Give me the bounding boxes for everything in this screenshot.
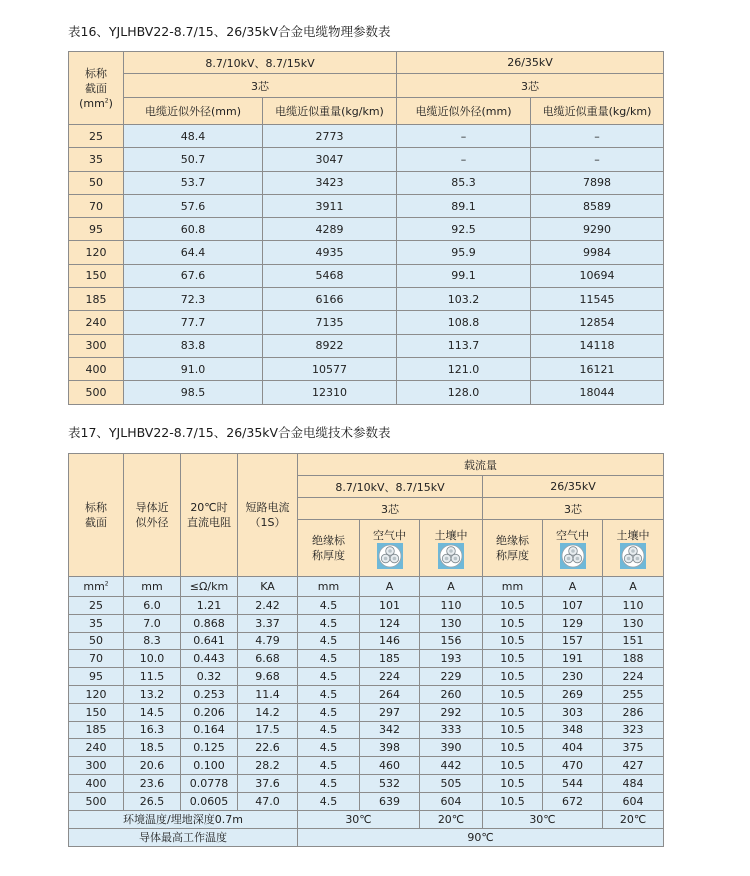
section-cell: 500: [69, 381, 124, 404]
value-cell: 333: [420, 721, 483, 739]
env-air1: 30℃: [298, 810, 420, 828]
value-cell: 6.68: [238, 650, 298, 668]
table-row: [69, 288, 664, 311]
table17-insulation2-header: 绝缘标 称厚度: [483, 520, 543, 577]
value-cell: 375: [603, 739, 664, 757]
table17-core2-header: 3芯: [483, 498, 664, 520]
value-cell: 103.2: [397, 288, 531, 311]
value-cell: 121.0: [397, 357, 531, 380]
value-cell: 157: [543, 632, 603, 650]
value-cell: 10.5: [483, 685, 543, 703]
section-cell: 95: [69, 218, 124, 241]
value-cell: 224: [360, 668, 420, 686]
value-cell: 4.5: [298, 685, 360, 703]
unit-cell: ≤Ω/km: [181, 577, 238, 597]
unit-cell: A: [543, 577, 603, 597]
value-cell: 47.0: [238, 792, 298, 810]
value-cell: 89.1: [397, 194, 531, 217]
value-cell: 10.5: [483, 792, 543, 810]
value-cell: 3047: [263, 148, 397, 171]
unit-cell: KA: [238, 577, 298, 597]
table17-units-row: [69, 577, 664, 597]
value-cell: 110: [603, 597, 664, 615]
unit-cell: A: [603, 577, 664, 597]
value-cell: 442: [420, 757, 483, 775]
three-core-cable-in-soil-icon: [620, 543, 646, 569]
value-cell: 5468: [263, 264, 397, 287]
value-cell: 460: [360, 757, 420, 775]
env-soil1: 20℃: [420, 810, 483, 828]
value-cell: 6166: [263, 288, 397, 311]
table-row: [69, 334, 664, 357]
value-cell: 16121: [531, 357, 664, 380]
value-cell: 4.5: [298, 703, 360, 721]
value-cell: 398: [360, 739, 420, 757]
table17-max-temp-row: [69, 828, 664, 846]
value-cell: 9.68: [238, 668, 298, 686]
value-cell: 50.7: [124, 148, 263, 171]
value-cell: 10.5: [483, 757, 543, 775]
value-cell: 4.5: [298, 597, 360, 615]
value-cell: 230: [543, 668, 603, 686]
table16-core2-header: 3芯: [397, 74, 664, 98]
table17-ampacity-header: 载流量: [298, 454, 664, 476]
value-cell: 11.4: [238, 685, 298, 703]
table16-core1-header: 3芯: [124, 74, 397, 98]
table-row: [69, 125, 664, 148]
value-cell: 1.21: [181, 597, 238, 615]
value-cell: 17.5: [238, 721, 298, 739]
value-cell: 11545: [531, 288, 664, 311]
value-cell: 3.37: [238, 614, 298, 632]
unit-cell: mm: [298, 577, 360, 597]
value-cell: 10.5: [483, 597, 543, 615]
value-cell: 188: [603, 650, 664, 668]
value-cell: 390: [420, 739, 483, 757]
value-cell: 101: [360, 597, 420, 615]
table16-section-header: 标称 截面 $(mm^2)$: [69, 52, 124, 125]
table17-resistance-header: 20℃时 直流电阻: [181, 454, 238, 577]
section-cell: 150: [69, 703, 124, 721]
table-row: [69, 381, 664, 404]
table-row: [69, 597, 664, 615]
table17-caption: 表17、YJLHBV22-8.7/15、26/35kV合金电缆技术参数表: [68, 425, 391, 440]
value-cell: 9290: [531, 218, 664, 241]
value-cell: 4.5: [298, 668, 360, 686]
value-cell: 672: [543, 792, 603, 810]
value-cell: 3423: [263, 171, 397, 194]
value-cell: 2.42: [238, 597, 298, 615]
section-cell: 25: [69, 597, 124, 615]
value-cell: 14118: [531, 334, 664, 357]
table17-diameter-header: 导体近 似外径: [124, 454, 181, 577]
section-cell: 120: [69, 685, 124, 703]
value-cell: 4.5: [298, 739, 360, 757]
section-cell: 300: [69, 757, 124, 775]
value-cell: 10694: [531, 264, 664, 287]
value-cell: 91.0: [124, 357, 263, 380]
value-cell: 10.5: [483, 774, 543, 792]
value-cell: 0.164: [181, 721, 238, 739]
value-cell: 129: [543, 614, 603, 632]
value-cell: 4.79: [238, 632, 298, 650]
value-cell: –: [531, 148, 664, 171]
table17-insulation1-header: 绝缘标 称厚度: [298, 520, 360, 577]
three-core-cable-in-soil-icon: [438, 543, 464, 569]
value-cell: 532: [360, 774, 420, 792]
value-cell: 470: [543, 757, 603, 775]
value-cell: 427: [603, 757, 664, 775]
table-row: [69, 357, 664, 380]
table17-soil1-header: 土壤中: [420, 520, 483, 577]
value-cell: 124: [360, 614, 420, 632]
value-cell: 4.5: [298, 792, 360, 810]
three-core-cable-in-air-icon: [377, 543, 403, 569]
value-cell: 0.0605: [181, 792, 238, 810]
section-cell: 400: [69, 357, 124, 380]
value-cell: 10.5: [483, 739, 543, 757]
value-cell: 6.0: [124, 597, 181, 615]
value-cell: 297: [360, 703, 420, 721]
value-cell: 28.2: [238, 757, 298, 775]
section-cell: 240: [69, 311, 124, 334]
value-cell: 22.6: [238, 739, 298, 757]
table-row: [69, 218, 664, 241]
value-cell: 146: [360, 632, 420, 650]
table17-env-row: [69, 810, 664, 828]
section-cell: 25: [69, 125, 124, 148]
section-cell: 185: [69, 721, 124, 739]
value-cell: 0.125: [181, 739, 238, 757]
value-cell: 12854: [531, 311, 664, 334]
value-cell: 0.0778: [181, 774, 238, 792]
section-cell: 400: [69, 774, 124, 792]
value-cell: –: [397, 148, 531, 171]
value-cell: 67.6: [124, 264, 263, 287]
table17-soil2-header: 土壤中: [603, 520, 664, 577]
value-cell: 57.6: [124, 194, 263, 217]
value-cell: 95.9: [397, 241, 531, 264]
value-cell: 0.206: [181, 703, 238, 721]
value-cell: 10.5: [483, 632, 543, 650]
table16-col-wt2: 电缆近似重量(kg/km): [531, 98, 664, 125]
section-cell: 500: [69, 792, 124, 810]
unit-cell: A: [420, 577, 483, 597]
value-cell: 8.3: [124, 632, 181, 650]
value-cell: 11.5: [124, 668, 181, 686]
value-cell: 269: [543, 685, 603, 703]
table17-technical-params: [68, 453, 664, 847]
env-label: 环境温度/埋地深度0.7m: [69, 810, 298, 828]
table16-col-dia1: 电缆近似外径(mm): [124, 98, 263, 125]
value-cell: 12310: [263, 381, 397, 404]
value-cell: 2773: [263, 125, 397, 148]
section-cell: 240: [69, 739, 124, 757]
table17-short-circuit-header: 短路电流 （1S）: [238, 454, 298, 577]
value-cell: 77.7: [124, 311, 263, 334]
value-cell: 4289: [263, 218, 397, 241]
table16-body: [69, 125, 664, 405]
section-cell: 185: [69, 288, 124, 311]
value-cell: 260: [420, 685, 483, 703]
table-row: [69, 171, 664, 194]
value-cell: 255: [603, 685, 664, 703]
value-cell: 128.0: [397, 381, 531, 404]
env-soil2: 20℃: [603, 810, 664, 828]
value-cell: 83.8: [124, 334, 263, 357]
value-cell: 18044: [531, 381, 664, 404]
value-cell: 20.6: [124, 757, 181, 775]
table17-group1-header: 8.7/10kV、8.7/15kV: [298, 476, 483, 498]
table16-group1-header: 8.7/10kV、8.7/15kV: [124, 52, 397, 74]
value-cell: 264: [360, 685, 420, 703]
value-cell: 7898: [531, 171, 664, 194]
section-cell: 35: [69, 614, 124, 632]
section-cell: 120: [69, 241, 124, 264]
table-row: [69, 792, 664, 810]
table-row: [69, 241, 664, 264]
table16-physical-params: [68, 51, 664, 405]
table16-caption: 表16、YJLHBV22-8.7/15、26/35kV合金电缆物理参数表: [68, 24, 391, 39]
table17-air2-header: 空气中: [543, 520, 603, 577]
table17-air1-header: 空气中: [360, 520, 420, 577]
value-cell: 4.5: [298, 721, 360, 739]
value-cell: 639: [360, 792, 420, 810]
value-cell: 7135: [263, 311, 397, 334]
table-row: [69, 264, 664, 287]
section-cell: 70: [69, 194, 124, 217]
table-row: [69, 685, 664, 703]
value-cell: 9984: [531, 241, 664, 264]
value-cell: 10.0: [124, 650, 181, 668]
value-cell: 8922: [263, 334, 397, 357]
value-cell: 544: [543, 774, 603, 792]
value-cell: 37.6: [238, 774, 298, 792]
value-cell: 0.868: [181, 614, 238, 632]
value-cell: 107: [543, 597, 603, 615]
value-cell: 92.5: [397, 218, 531, 241]
table17-group2-header: 26/35kV: [483, 476, 664, 498]
table17-core1-header: 3芯: [298, 498, 483, 520]
value-cell: 10.5: [483, 721, 543, 739]
value-cell: 26.5: [124, 792, 181, 810]
value-cell: 286: [603, 703, 664, 721]
env-air2: 30℃: [483, 810, 603, 828]
table-row: [69, 632, 664, 650]
section-cell: 70: [69, 650, 124, 668]
value-cell: 99.1: [397, 264, 531, 287]
value-cell: 4.5: [298, 650, 360, 668]
table16-col-wt1: 电缆近似重量(kg/km): [263, 98, 397, 125]
value-cell: 0.641: [181, 632, 238, 650]
value-cell: 348: [543, 721, 603, 739]
value-cell: 130: [420, 614, 483, 632]
value-cell: 13.2: [124, 685, 181, 703]
value-cell: 64.4: [124, 241, 263, 264]
value-cell: 604: [603, 792, 664, 810]
value-cell: 4935: [263, 241, 397, 264]
unit-cell: A: [360, 577, 420, 597]
section-cell: 50: [69, 632, 124, 650]
value-cell: 98.5: [124, 381, 263, 404]
value-cell: 53.7: [124, 171, 263, 194]
value-cell: 229: [420, 668, 483, 686]
value-cell: 130: [603, 614, 664, 632]
value-cell: 151: [603, 632, 664, 650]
value-cell: 4.5: [298, 614, 360, 632]
value-cell: 10577: [263, 357, 397, 380]
value-cell: 185: [360, 650, 420, 668]
table-row: [69, 311, 664, 334]
section-cell: 35: [69, 148, 124, 171]
value-cell: 7.0: [124, 614, 181, 632]
value-cell: 18.5: [124, 739, 181, 757]
table-row: [69, 774, 664, 792]
unit-cell: $mm^2$: [69, 577, 124, 597]
table-row: [69, 614, 664, 632]
value-cell: 0.253: [181, 685, 238, 703]
max-temp-label: 导体最高工作温度: [69, 828, 298, 846]
value-cell: 4.5: [298, 774, 360, 792]
value-cell: 3911: [263, 194, 397, 217]
table17-body: [69, 597, 664, 811]
value-cell: 604: [420, 792, 483, 810]
value-cell: 110: [420, 597, 483, 615]
value-cell: 4.5: [298, 632, 360, 650]
three-core-cable-in-air-icon: [560, 543, 586, 569]
value-cell: 48.4: [124, 125, 263, 148]
table16-col-dia2: 电缆近似外径(mm): [397, 98, 531, 125]
value-cell: 113.7: [397, 334, 531, 357]
value-cell: 16.3: [124, 721, 181, 739]
value-cell: 14.2: [238, 703, 298, 721]
table-row: [69, 757, 664, 775]
value-cell: 60.8: [124, 218, 263, 241]
table17-section-header: 标称 截面: [69, 454, 124, 577]
value-cell: 156: [420, 632, 483, 650]
section-cell: 150: [69, 264, 124, 287]
value-cell: 85.3: [397, 171, 531, 194]
value-cell: 484: [603, 774, 664, 792]
value-cell: –: [531, 125, 664, 148]
table-row: [69, 739, 664, 757]
value-cell: 404: [543, 739, 603, 757]
value-cell: 303: [543, 703, 603, 721]
value-cell: 10.5: [483, 614, 543, 632]
unit-cell: mm: [124, 577, 181, 597]
value-cell: 14.5: [124, 703, 181, 721]
value-cell: 0.443: [181, 650, 238, 668]
value-cell: 193: [420, 650, 483, 668]
value-cell: –: [397, 125, 531, 148]
value-cell: 108.8: [397, 311, 531, 334]
value-cell: 10.5: [483, 703, 543, 721]
value-cell: 0.32: [181, 668, 238, 686]
value-cell: 0.100: [181, 757, 238, 775]
value-cell: 8589: [531, 194, 664, 217]
table-row: [69, 194, 664, 217]
table-row: [69, 721, 664, 739]
table-row: [69, 668, 664, 686]
unit-cell: mm: [483, 577, 543, 597]
section-cell: 95: [69, 668, 124, 686]
value-cell: 505: [420, 774, 483, 792]
section-cell: 50: [69, 171, 124, 194]
value-cell: 72.3: [124, 288, 263, 311]
value-cell: 10.5: [483, 668, 543, 686]
section-cell: 300: [69, 334, 124, 357]
table16-group2-header: 26/35kV: [397, 52, 664, 74]
table-row: [69, 703, 664, 721]
value-cell: 191: [543, 650, 603, 668]
value-cell: 323: [603, 721, 664, 739]
table-row: [69, 148, 664, 171]
table-row: [69, 650, 664, 668]
value-cell: 342: [360, 721, 420, 739]
value-cell: 23.6: [124, 774, 181, 792]
value-cell: 10.5: [483, 650, 543, 668]
value-cell: 224: [603, 668, 664, 686]
value-cell: 292: [420, 703, 483, 721]
max-temp-value: 90℃: [298, 828, 664, 846]
value-cell: 4.5: [298, 757, 360, 775]
